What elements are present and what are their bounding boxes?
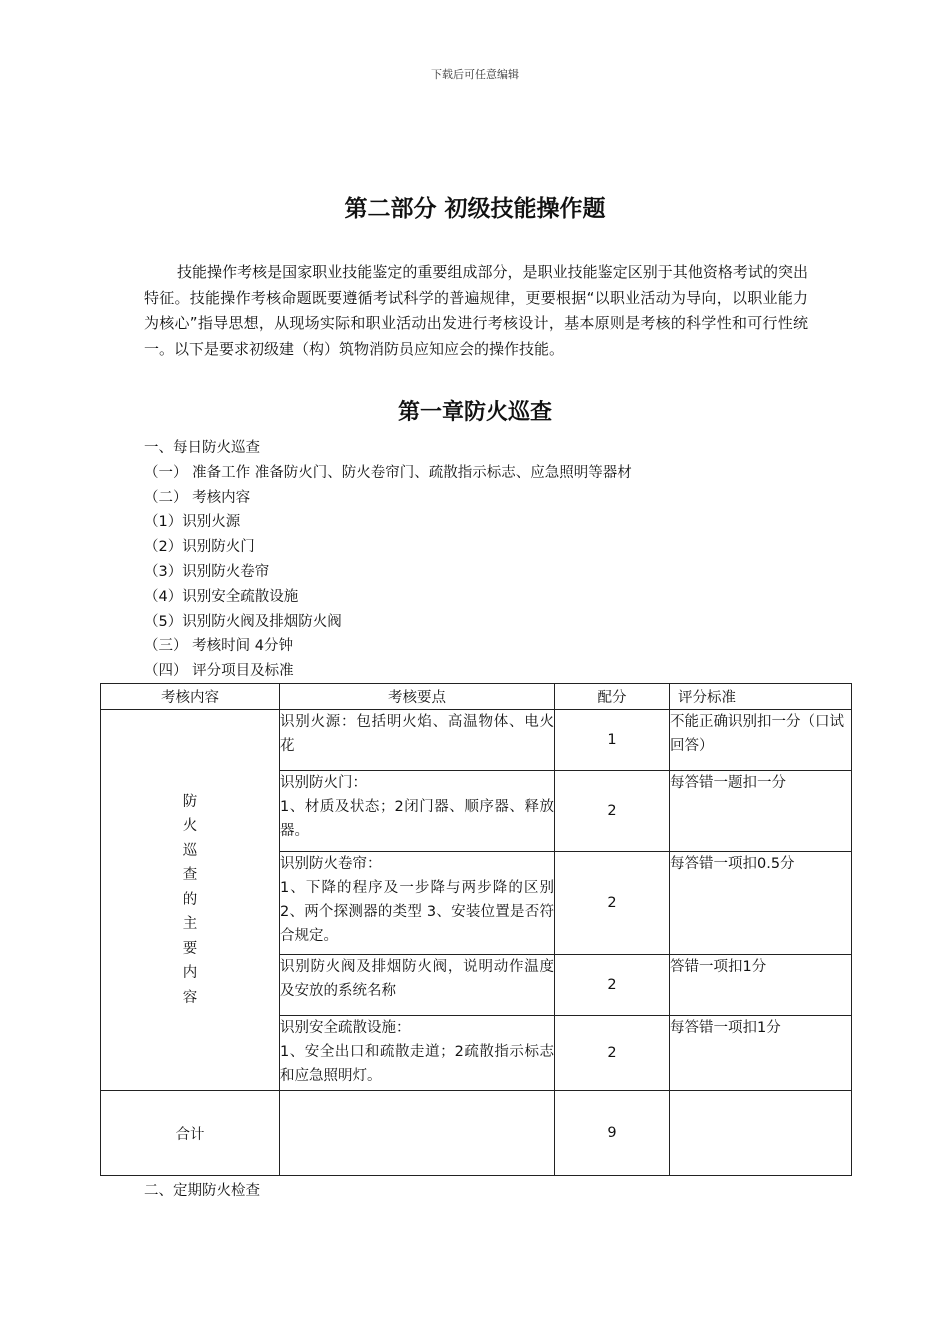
intro-paragraph: 技能操作考核是国家职业技能鉴定的重要组成部分，是职业技能鉴定区别于其他资格考试的突出特征。技能操作考核命题既要遵循考试科学的普遍规律，更要根据“以职业活动为导向，以职业能力为核心”指导思想，从现场实际和职业活动出发进行考核设计，基本原则是考核的科学性和可行性统一。以下是要求初级建（构）筑物消防员应知应会的操作技能。 [144,263,808,358]
outline-line: 一、每日防火巡查 [144,440,260,456]
header-note: 下载后可任意编辑 [431,68,519,81]
score-cell: 2 [555,1016,670,1091]
score-cell: 2 [555,852,670,955]
outline-line: （三） 考核时间 4分钟 [144,638,293,655]
header-score: 配分 [555,684,670,710]
standard-cell: 不能正确识别扣一分（口试回答） [670,710,852,771]
standard-cell: 每答错一项扣1分 [670,1016,852,1091]
category-cell [101,710,280,1091]
table-row [101,710,852,771]
outline-line: （5）识别防火阀及排烟防火阀 [144,613,342,630]
outline-line: （二） 考核内容 [144,489,251,506]
score-cell: 2 [555,771,670,852]
point-cell: 识别防火阀及排烟防火阀，说明动作温度及安放的系统名称 [280,955,555,1016]
standard-cell: 每答错一项扣0.5分 [670,852,852,955]
header-content: 考核内容 [101,684,280,710]
outline-line: （3）识别防火卷帘 [144,563,270,580]
score-cell: 2 [555,955,670,1016]
standard-cell: 答错一项扣1分 [670,955,852,1016]
point-cell: 识别安全疏散设施： 1、安全出口和疏散走道；2疏散指示标志和应急照明灯。 [280,1016,555,1091]
total-point-cell [280,1091,555,1176]
total-label: 合计 [101,1091,280,1176]
category-label: 防火巡查的主要内容 [182,793,198,1006]
section-heading-periodic-check: 二、定期防火检查 [144,1183,260,1199]
header-points: 考核要点 [280,684,555,710]
total-standard-cell [670,1091,852,1176]
header-standard: 评分标准 [670,684,852,710]
scoring-table [100,683,852,1176]
outline-line: （2）识别防火门 [144,539,255,556]
part-title: 第二部分 初级技能操作题 [344,196,606,222]
outline-list [144,436,844,684]
table-total-row [101,1091,852,1176]
standard-cell: 每答错一题扣一分 [670,771,852,852]
score-cell: 1 [555,710,670,771]
outline-line: （1）识别火源 [144,514,241,531]
outline-line: （4）识别安全疏散设施 [144,588,299,605]
table-header-row [101,684,852,710]
point-cell: 识别防火门： 1、材质及状态；2闭门器、顺序器、释放器。 [280,771,555,852]
outline-line: （一） 准备工作 准备防火门、防火卷帘门、疏散指示标志、应急照明等器材 [144,464,632,481]
chapter-title: 第一章防火巡查 [397,400,552,425]
outline-line: （四） 评分项目及标准 [144,663,294,680]
point-cell: 识别火源：包括明火焰、高温物体、电火花 [280,710,555,771]
point-cell: 识别防火卷帘： 1、下降的程序及一步降与两步降的区别 2、两个探测器的类型 3、安装位置是否符合规定。 [280,852,555,955]
total-score: 9 [555,1091,670,1176]
